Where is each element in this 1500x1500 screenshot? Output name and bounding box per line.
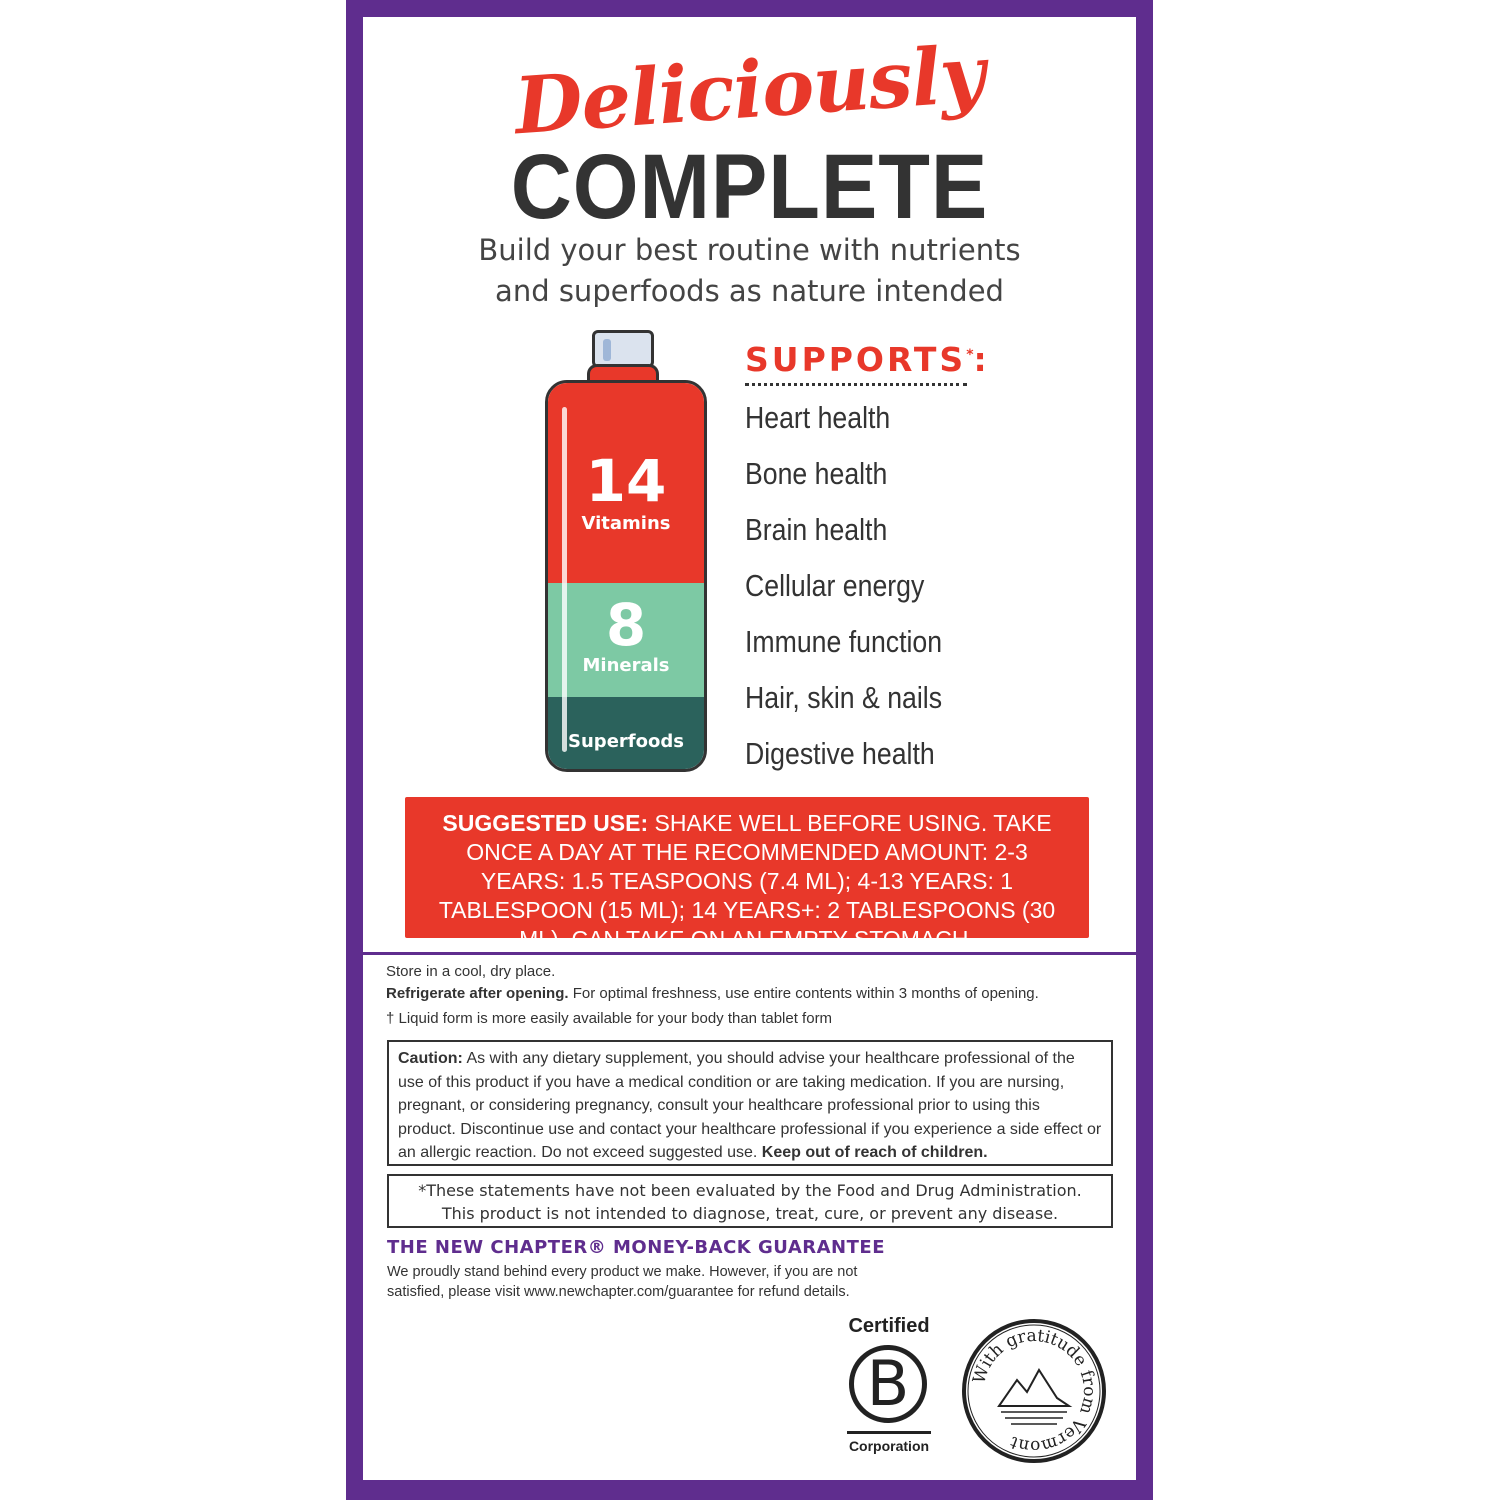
suggested-use-text: SHAKE WELL BEFORE USING. TAKE ONCE A DAY AT THE RECOMMENDED AMOUNT: 2-3 YEARS: 1.5 TEASPOONS (7.4 ML); 4-13 YEARS: 1 TABLESPOON (15 ML); 14 YEARS+: 2 TABLESPOONS (30 ML). CAN TAKE ON AN EMPTY STOMACH.	[438, 810, 1056, 952]
vitamins-count: 14	[585, 447, 667, 515]
refrigerate-rest: For optimal freshness, use entire contents within 3 months of opening.	[568, 985, 1039, 1002]
guarantee-text: We proudly stand behind every product we make. However, if you are not satisfied, please visit www.newchapter.com/guarantee for refund details.	[387, 1264, 858, 1300]
bcorp-corporation-text: Corporation	[848, 1438, 930, 1454]
bcorp-letter: B	[866, 1347, 910, 1420]
subtitle-line-1: Build your best routine with nutrients	[478, 233, 1021, 267]
bottle-highlight	[562, 407, 567, 752]
caution-label: Caution:	[398, 1050, 463, 1067]
suggested-use-box	[405, 797, 1089, 952]
guarantee-title: THE NEW CHAPTER® MONEY-BACK GUARANTEE	[387, 1237, 885, 1258]
refrigerate-bold: Refrigerate after opening.	[386, 985, 569, 1002]
support-item-hair-skin-nails: Hair, skin & nails	[745, 680, 943, 715]
caution-text: As with any dietary supplement, you should advise your healthcare professional of the use of this product if you have a medical condition or are taking medication. If you are nursing, pregnant, or considering pregnancy, consult your healthcare professional prior to using this product. Discontinue use and contact your healthcare professional if you experience a side effect or an allergic reaction. Do not exceed suggested use.	[398, 1050, 1102, 1161]
fda-line-1: *These statements have not been evaluated by the Food and Drug Administration.	[418, 1181, 1082, 1200]
subtitle	[363, 230, 1136, 312]
script-title: Deliciously	[511, 28, 988, 153]
fda-line-2: This product is not intended to diagnose, treat, cure, or prevent any disease.	[441, 1204, 1059, 1223]
support-item-heart: Heart health	[745, 400, 891, 435]
vitamins-label: Vitamins	[581, 513, 671, 534]
storage-line: Store in a cool, dry place.	[386, 963, 556, 980]
caution-box	[387, 1040, 1113, 1166]
supports-colon: :	[973, 340, 990, 379]
supports-asterisk: *	[966, 347, 974, 363]
liquid-note	[386, 1010, 832, 1027]
page-title: COMPLETE	[510, 136, 989, 238]
support-item-bone: Bone health	[745, 456, 888, 491]
refrigerate-line	[386, 985, 1039, 1002]
purple-border-frame	[346, 0, 1153, 1500]
vitamins-segment	[548, 383, 704, 583]
supports-heading	[745, 340, 990, 379]
superfoods-segment	[548, 697, 704, 772]
bottle-body	[545, 380, 707, 772]
subtitle-line-2: and superfoods as nature intended	[495, 274, 1004, 308]
bcorp-rule	[847, 1431, 931, 1434]
superfoods-label: Superfoods	[568, 731, 684, 752]
bcorp-certified-text: Certified	[848, 1315, 930, 1337]
label-panel	[363, 17, 1136, 1480]
support-item-brain: Brain health	[745, 512, 888, 547]
liquid-note-text: Liquid form is more easily available for your body than tablet form	[394, 1010, 833, 1027]
supports-title-text: SUPPORTS	[745, 340, 967, 379]
certified-b-corp-logo	[841, 1315, 937, 1465]
minerals-segment	[548, 583, 704, 697]
support-item-immune: Immune function	[745, 624, 943, 659]
suggested-use-label: SUGGESTED USE:	[442, 810, 649, 836]
minerals-label: Minerals	[582, 655, 670, 676]
keep-out-of-reach: Keep out of reach of children.	[761, 1144, 988, 1161]
fda-disclaimer-box	[387, 1174, 1113, 1228]
dagger-symbol: †	[386, 1010, 395, 1027]
section-divider	[363, 952, 1136, 955]
support-item-cellular: Cellular energy	[745, 568, 925, 603]
dotted-divider	[745, 383, 967, 386]
support-item-digestive: Digestive health	[745, 736, 935, 771]
vermont-seal-icon	[961, 1318, 1107, 1464]
minerals-count: 8	[605, 591, 647, 659]
bottle-illustration	[545, 330, 707, 775]
vermont-seal-text: With gratitude from Vermont	[969, 1325, 1100, 1457]
bottle-cap-icon	[592, 330, 654, 368]
